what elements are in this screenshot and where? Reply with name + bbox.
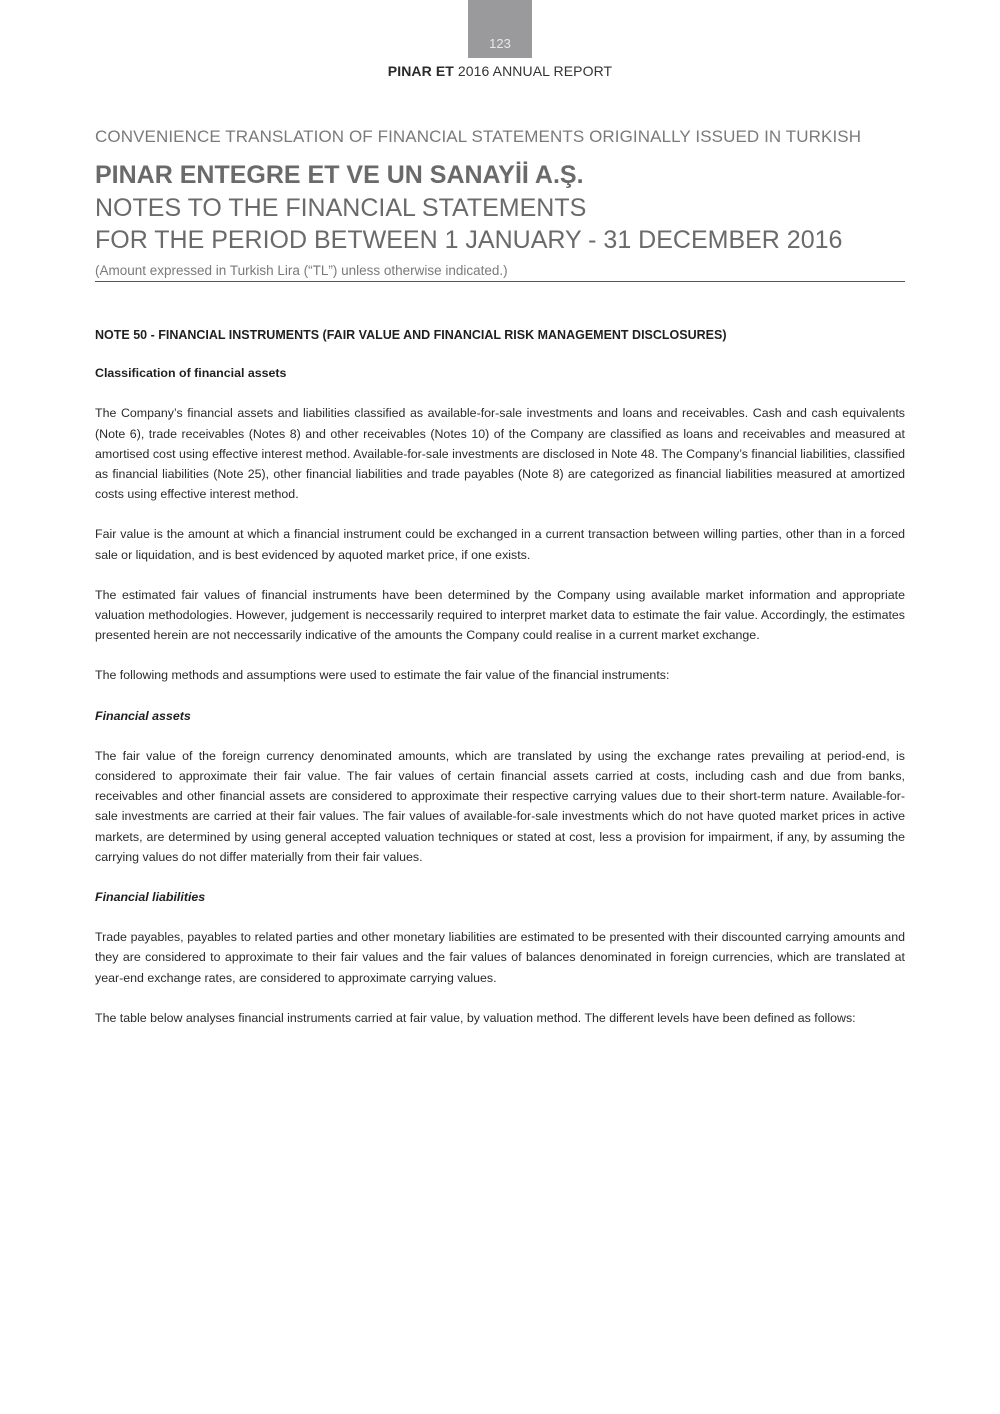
paragraph-classification: The Company’s financial assets and liabilities classified as available-for-sale investments and loans and receivables. Cash and cash equivalents (Note 6), trade receivables (Notes 8) and other receivables (Notes 10) of the Company are classified as loans and receivables and measured at amortised cost using effective interest method. Available-for-sale investments are disclosed in Note 48. The Company’s financial liabilities, classified as financial liabilities (Note 25), other financial liabilities and trade payables (Note 8) are categorized as financial liabilities measured at amortized costs using effective interest method.: [95, 406, 905, 502]
report-title: [0, 63, 1000, 79]
paragraph-table-intro: The table below analyses financial instruments carried at fair value, by valuation method. The different levels have been defined as follows:: [95, 1010, 856, 1025]
page-number: 123: [489, 36, 511, 51]
period-title: FOR THE PERIOD BETWEEN 1 JANUARY - 31 DECEMBER 2016: [95, 226, 843, 254]
note-content: [95, 325, 905, 1048]
page-number-tab: [468, 0, 532, 58]
financial-liabilities-heading: Financial liabilities: [95, 890, 206, 905]
header-divider: [95, 281, 905, 282]
note-heading: NOTE 50 - FINANCIAL INSTRUMENTS (FAIR VALUE AND FINANCIAL RISK MANAGEMENT DISCLOSURES): [95, 328, 727, 342]
paragraph-financial-assets: The fair value of the foreign currency denominated amounts, which are translated by using the exchange rates prevailing at period-end, is considered to approximate their fair value. The fair values of certain financial assets carried at costs, including cash and due from banks, receivables and other financial assets are considered to approximate their respective carrying values due to their short-term nature. Available-for-sale investments are carried at their fair values. The fair values of available-for-sale investments which do not have quoted market prices in active markets, are determined by using general accepted valuation techniques or stated at cost, less a provision for impairment, if any, by assuming the carrying values do not differ materially from their fair values.: [95, 748, 905, 864]
classification-heading: Classification of financial assets: [95, 366, 287, 381]
report-title-rest: 2016 ANNUAL REPORT: [453, 63, 613, 79]
paragraph-financial-liabilities: Trade payables, payables to related parties and other monetary liabilities are estimated to be presented with their discounted carrying amounts and they are considered to approximate to their fair values and the fair values of balances denominated in foreign currencies, which are translated at year-end exchange rates, are considered to approximate carrying values.: [95, 930, 905, 985]
financial-assets-heading: Financial assets: [95, 708, 191, 723]
paragraph-fair-value-definition: Fair value is the amount at which a financial instrument could be exchanged in a current transaction between willing parties, other than in a forced sale or liquidation, and is best evidenced by aquoted market price, if one exists.: [95, 527, 905, 562]
paragraph-methods: The following methods and assumptions were used to estimate the fair value of the financial instruments:: [95, 668, 670, 683]
convenience-translation-note: CONVENIENCE TRANSLATION OF FINANCIAL STATEMENTS ORIGINALLY ISSUED IN TURKISH: [95, 127, 862, 146]
report-brand: PINAR ET: [387, 63, 454, 79]
amount-note: (Amount expressed in Turkish Lira (“TL”) unless otherwise indicated.): [95, 263, 508, 278]
paragraph-estimated-fair-values: The estimated fair values of financial instruments have been determined by the Company using available market information and appropriate valuation methodologies. However, judgement is neccessarily required to interpret market data to estimate the fair value. Accordingly, the estimates presented herein are not neccessarily indicative of the amounts the Company could realise in a current market exchange.: [95, 587, 905, 643]
notes-title: NOTES TO THE FINANCIAL STATEMENTS: [95, 194, 587, 222]
company-name: PINAR ENTEGRE ET VE UN SANAYİİ A.Ş.: [95, 161, 584, 189]
